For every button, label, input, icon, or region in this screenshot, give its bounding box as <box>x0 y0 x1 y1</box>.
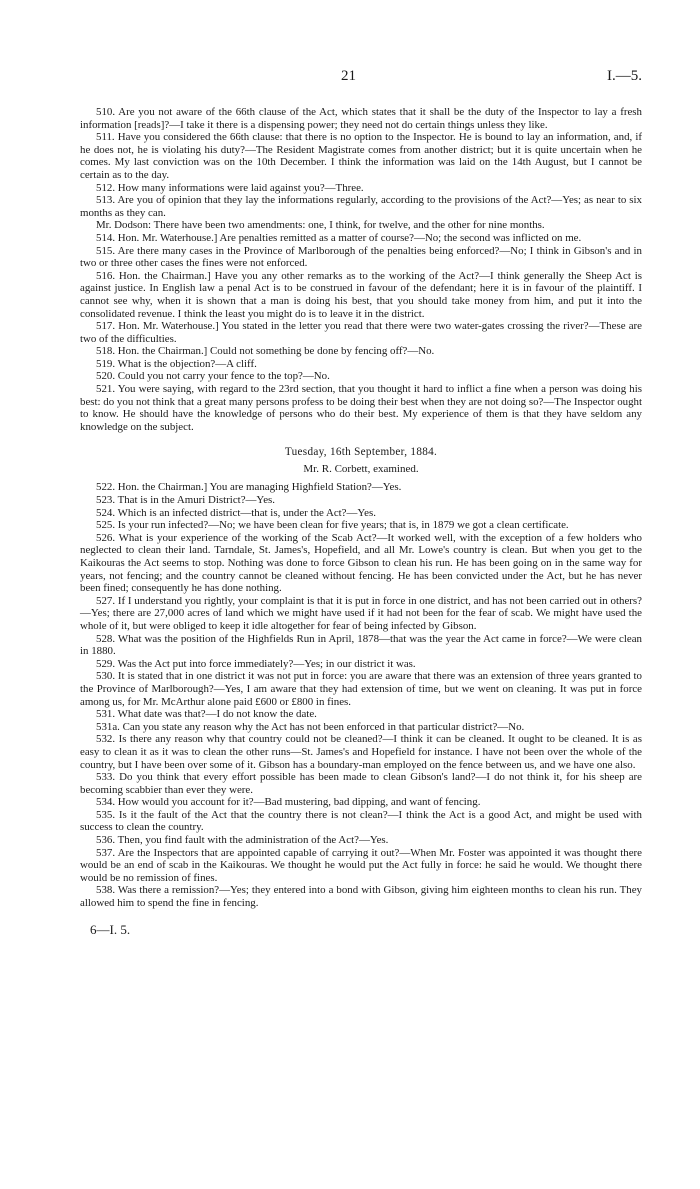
page-header <box>80 68 642 92</box>
paragraph-525: 525. Is your run infected?—No; we have been clean for five years; that is, in 1879 we got a clean certificate. <box>96 519 569 532</box>
paragraph-511: 511. Have you considered the 66th clause: that there is no option to the Inspector. He is bound to lay an information, and, if he does not, he is violating his duty?—The Resident Magistrate comes from another district; but it is quite uncertain when he comes. My last conviction was on the 10th December. I think the information was laid on the 14th August, but I cannot be certain as to the day. <box>80 131 642 181</box>
paragraph-524: 524. Which is an infected district—that is, under the Act?—Yes. <box>96 506 376 519</box>
paragraph-512: 512. How many informations were laid against you?—Three. <box>96 181 364 194</box>
paragraph-521: 521. You were saying, with regard to the 23rd section, that you thought it hard to inflict a fine when a person was doing his best: do you not think that a great many persons profess to be doing their best when they are not doing so?—The Inspector ought to know. He should have the knowledge of persons who do their best. My experience of them is that they have seldom any knowledge on the subject. <box>80 383 642 433</box>
paragraph-529: 529. Was the Act put into force immediately?—Yes; in our district it was. <box>96 657 416 670</box>
paragraph-528: 528. What was the position of the Highfields Run in April, 1878—that was the year the Act came in force?—We were clean in 1880. <box>80 632 642 658</box>
paragraph-523: 523. That is in the Amuri District?—Yes. <box>96 494 275 507</box>
paragraph-514: 514. Hon. Mr. Waterhouse.] Are penalties remitted as a matter of course?—No; the second was inflicted on me. <box>96 231 582 244</box>
paragraph-510: 510. Are you not aware of the 66th clause of the Act, which states that it shall be the duty of the Inspector to lay a fresh information [reads]?—I take it there is a dispensing power; they need not do certain things unless they like. <box>80 106 642 131</box>
paragraph-513: 513. Are you of opinion that they lay the informations regularly, according to the provisions of the Act?—Yes; as near to six months as they can. <box>80 194 642 219</box>
paragraph-535: 535. Is it the fault of the Act that the country there is not clean?—I think the Act is a good Act, and might be used with success to clean the country. <box>80 808 642 834</box>
paragraph-516: 516. Hon. the Chairman.] Have you any other remarks as to the working of the Act?—I think generally the Sheep Act is against justice. In English law a penal Act is to be construed in favour of the defendant; here it is in favour of the plaintiff. I cannot see why, when it is shown that a man is doing his best, that you should take money from him, and put it into the consolidated revenue. I think the least you might do is to leave it in the district. <box>80 269 642 320</box>
paragraph-533: 533. Do you think that every effort possible has been made to clean Gibson's land?—I do not think it, for his sheep are becoming scabbier than ever they were. <box>80 771 642 796</box>
paragraph-537: 537. Are the Inspectors that are appointed capable of carrying it out?—When Mr. Foster was appointed it was thought there would be an end of scab in the Kaikouras. We thought he would put the Act fully in force: he said he would. We thought there would be no remission of fines. <box>80 846 642 884</box>
paragraph-515: 515. Are there many cases in the Province of Marlborough of the penalties being enforced?—No; I think in Gibson's and in two or three other cases the fines were not enforced. <box>80 244 642 270</box>
paragraph-520: 520. Could you not carry your fence to the top?—No. <box>96 370 330 383</box>
paragraph-534: 534. How would you account for it?—Bad mustering, bad dipping, and want of fencing. <box>96 796 481 809</box>
printer-signature: 6—I. 5. <box>90 921 131 937</box>
paragraph-dodson: Mr. Dodson: There have been two amendments: one, I think, for twelve, and the other for nine months. <box>96 219 545 232</box>
paragraph-531a: 531a. Can you state any reason why the Act has not been enforced in that particular district?—No. <box>96 720 525 733</box>
paragraph-518: 518. Hon. the Chairman.] Could not something be done by fencing off?—No. <box>96 345 435 358</box>
section-date-heading: Tuesday, 16th September, 1884. <box>284 446 438 459</box>
document-page <box>80 68 642 938</box>
paragraph-519: 519. What is the objection?—A cliff. <box>96 357 257 370</box>
paragraph-536: 536. Then, you find fault with the administration of the Act?—Yes. <box>96 834 389 847</box>
page-reference: I.—5. <box>607 68 642 84</box>
paragraph-530: 530. It is stated that in one district it was not put in force: you are aware that there was an extension of three years granted to the Province of Marlborough?—Yes, I am aware that they had extension of time, but we went on cleaning. It was put in force among us, for Mr. McArthur alone paid £600 or £800 in fines. <box>80 670 642 708</box>
witness-heading: Mr. R. Corbett, examined. <box>303 463 419 476</box>
body-after <box>80 481 642 909</box>
paragraph-538: 538. Was there a remission?—Yes; they entered into a bond with Gibson, giving him eighteen months to clean his run. They allowed him to spend the fine in fencing. <box>80 884 642 910</box>
paragraph-532: 532. Is there any reason why that country could not be cleaned?—I think it can be cleaned. It ought to be cleaned. It is as easy to clean it as it was to clean the other runs—St. James's and Hopefield for instance. I have not been over the whole of the country, but I have been over some of it. Gibson has a boundary-man employed on the fence between us, and we have one also. <box>80 733 642 771</box>
paragraph-522: 522. Hon. the Chairman.] You are managing Highfield Station?—Yes. <box>96 481 402 494</box>
paragraph-527: 527. If I understand you rightly, your complaint is that it is put in force in one district, and has not been carried out in others?—Yes; there are 27,000 acres of land which we might have used if it had not been for the fear of scab. We might have used the whole of it, but were obliged to keep it idle altogether for fear of being infected by Gibson. <box>80 594 642 632</box>
body-before <box>80 106 642 433</box>
paragraph-531: 531. What date was that?—I do not know the date. <box>96 708 317 721</box>
page-number: 21 <box>341 68 356 84</box>
paragraph-517: 517. Hon. Mr. Waterhouse.] You stated in the letter you read that there were two water-gates crossing the river?—These are two of the difficulties. <box>80 320 642 345</box>
paragraph-526: 526. What is your experience of the working of the Scab Act?—It worked well, with the exception of a few holders who neglected to clean their land. Tarndale, St. James's, Hopefield, and all Mr. Lowe's country is clean. But when you get to the Kaikouras the Act seems to stop. Nothing was done to force Gibson to clean his run. He has been going on in the same way for years, not fencing; and the country cannot be cleaned without fencing. He has been convicted under the Act, but he has never been fined; consequently he has done nothing. <box>80 531 642 595</box>
